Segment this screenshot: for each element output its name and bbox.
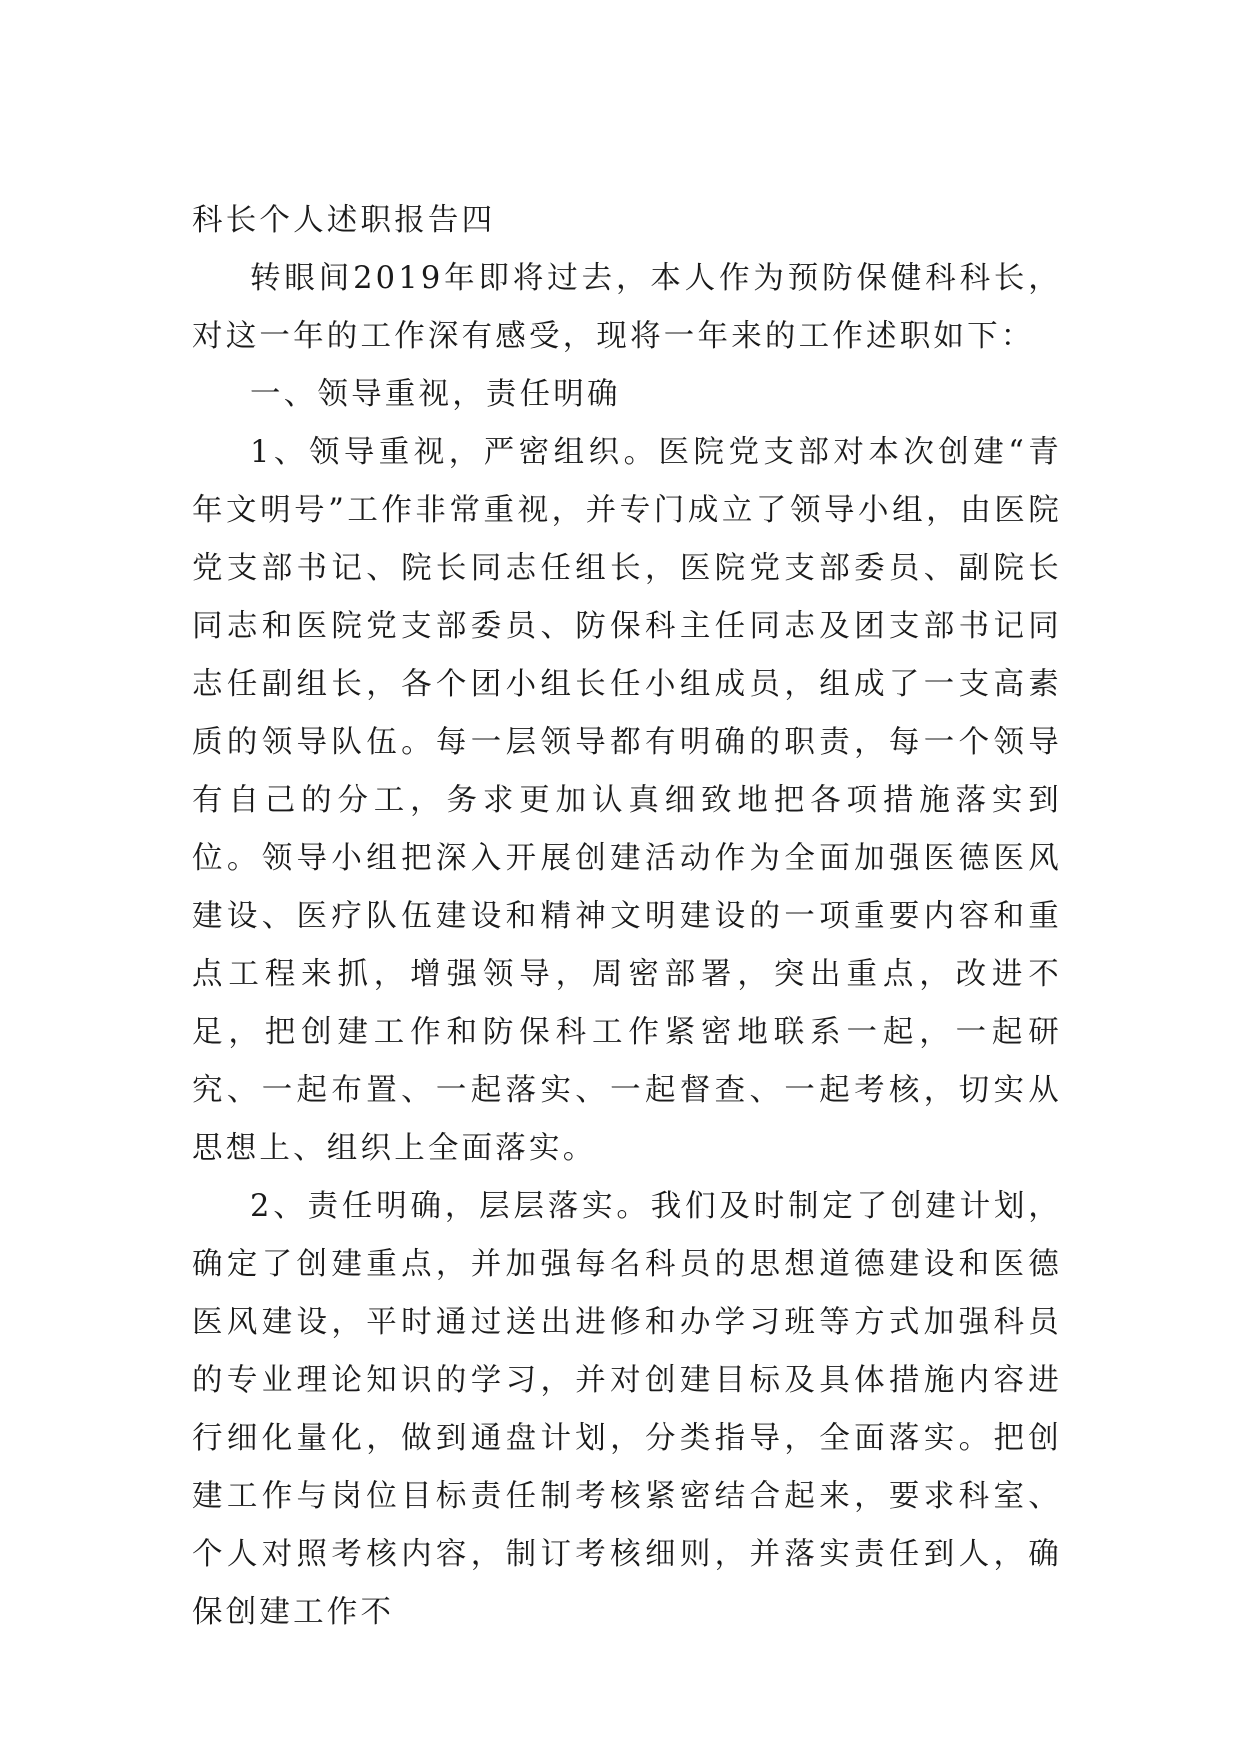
paragraph-item-2: 2、责任明确，层层落实。我们及时制定了创建计划，确定了创建重点，并加强每名科员的思想道德建设和医德医风建设，平时通过送出进修和办学习班等方式加强科员的专业理论知识的学习，并对创建目标及具体措施内容进行细化量化，做到通盘计划，分类指导，全面落实。把创建工作与岗位目标责任制考核紧密结合起来，要求科室、个人对照考核内容，制订考核细则，并落实责任到人，确保创建工作不 — [192, 1189, 1062, 1630]
paragraph-intro: 转眼间2019年即将过去，本人作为预防保健科科长，对这一年的工作深有感受，现将一年来的工作述职如下： — [192, 261, 1062, 354]
section-heading-1: 一、领导重视，责任明确 — [250, 377, 621, 412]
paragraph-item-1: 1、领导重视，严密组织。医院党支部对本次创建“青年文明号”工作非常重视，并专门成立了领导小组，由医院党支部书记、院长同志任组长，医院党支部委员、副院长同志和医院党支部委员、防保科主任同志及团支部书记同志任副组长，各个团小组长任小组成员，组成了一支高素质的领导队伍。每一层领导都有明确的职责，每一个领导有自己的分工，务求更加认真细致地把各项措施落实到位。领导小组把深入开展创建活动作为全面加强医德医风建设、医疗队伍建设和精神文明建设的一项重要内容和重点工程来抓，增强领导，周密部署，突出重点，改进不足，把创建工作和防保科工作紧密地联系一起，一起研究、一起布置、一起落实、一起督查、一起考核，切实从思想上、组织上全面落实。 — [192, 435, 1062, 1166]
document-title: 科长个人述职报告四 — [192, 203, 496, 238]
document-body — [192, 192, 1062, 1642]
